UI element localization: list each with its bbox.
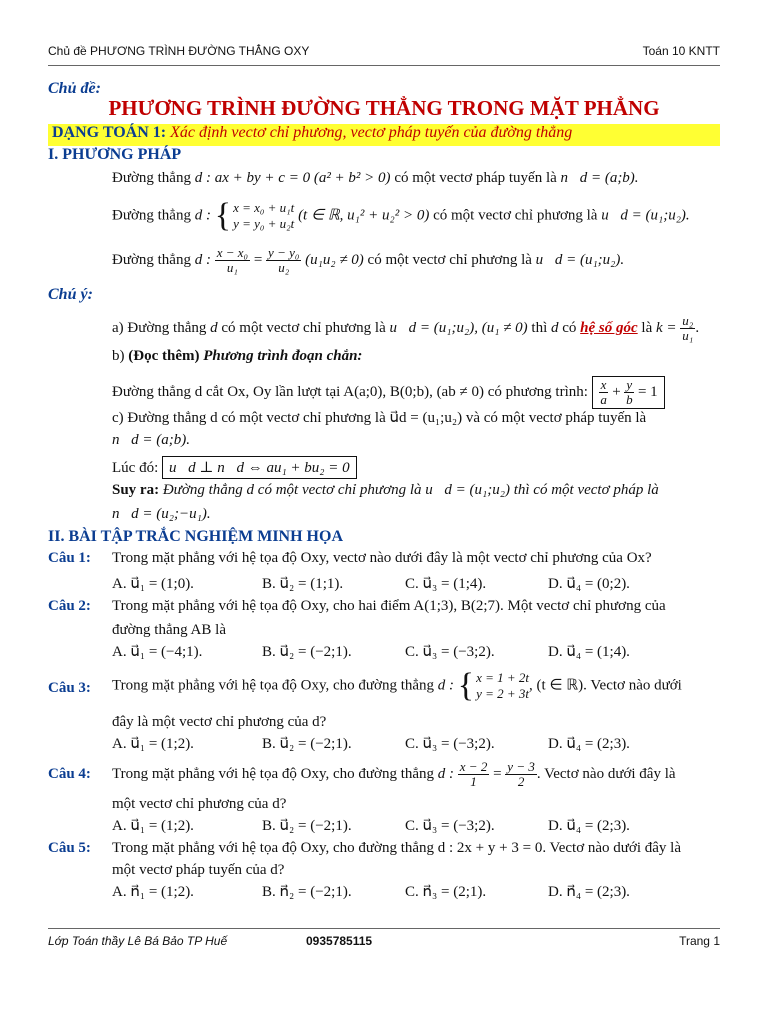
section-heading-exercises: II. BÀI TẬP TRẮC NGHIỆM MINH HỌA (48, 528, 343, 545)
note-text: Đường thẳng d cắt Ox, Oy lần lượt tại A(a;0), B(0;b), (ab ≠ 0) có phương trình: (112, 383, 588, 400)
note-italic: Phương trình đoạn chắn: (203, 348, 363, 364)
type-prefix: DẠNG TOÁN 1: (52, 124, 167, 141)
equation-rhs: = 1 (637, 383, 658, 400)
question-label: Câu 1: (48, 550, 91, 566)
option-c[interactable]: C. u⃗₃ = (−3;2). (405, 736, 495, 752)
frac-num: u₂ (682, 313, 694, 328)
note-text: a) Đường thẳng (112, 319, 207, 336)
option-b[interactable]: B. u⃗₂ = (−2;1). (262, 736, 352, 752)
method-line-3: Đường thẳng d : $\frac{\text{x − x₀}}{\text{u₁}}$ = $\frac{\text{y − y₀}}{\text{u₂}}$ (u₁u₂ ≠ 0) có một vectơ chỉ phương là u⃗d = (u₁;u₂). (112, 245, 625, 275)
frac-den: a (600, 392, 607, 407)
note-vector: u⃗d = (u₁;u₂), (u₁ ≠ 0) (389, 319, 528, 336)
method-condition: (u₁u₂ ≠ 0) (305, 251, 364, 268)
option-a[interactable]: A. u⃗₁ = (1;2). (112, 736, 194, 752)
question-text: Trong mặt phẳng với hệ tọa độ Oxy, cho đường thẳng d : $\frac{x - 2}{1}$ = $\frac{y - 3}{2}$ . Vectơ nào dưới đây là (112, 759, 676, 789)
line-d: d : (437, 765, 455, 782)
option-c[interactable]: C. n⃗₃ = (2;1). (405, 884, 487, 900)
method-line-2 (112, 197, 690, 234)
fraction (624, 378, 634, 407)
note-text: b) (112, 348, 125, 364)
fraction (505, 760, 537, 789)
question-text-2: đây là một vectơ chỉ phương của d? (112, 714, 327, 730)
note-d: d (210, 319, 218, 336)
type-text: Xác định vectơ chỉ phương, vectơ pháp tuyến của đường thẳng (170, 124, 573, 141)
option-a[interactable]: A. n⃗₁ = (1;2). (112, 884, 194, 900)
note-k: k = (656, 319, 677, 336)
param-system: { x = 1 + 2t y = 2 + 3t (457, 667, 530, 704)
page-title: PHƯƠNG TRÌNH ĐƯỜNG THẲNG TRONG MẶT PHẲNG (108, 96, 660, 120)
footer-left: Lớp Toán thầy Lê Bá Bảo TP Huế (48, 933, 228, 948)
section-heading-method: I. PHƯƠNG PHÁP (48, 146, 182, 163)
note-a: a) Đường thẳng d có một vectơ chỉ phương là u⃗d = (u₁;u₂), (u₁ ≠ 0) thì d có hệ số góc là k = $\frac{\text{u₂}}{\text{u₁}}$ . (112, 313, 700, 343)
frac-den: 1 (470, 774, 477, 789)
frac-den: u₁ (682, 328, 694, 343)
method-text: có một vectơ chỉ phương là (433, 207, 598, 224)
method-vector: u⃗d = (u₁;u₂). (535, 251, 625, 268)
question-text-2: một vectơ pháp tuyến của d? (112, 862, 285, 878)
option-c[interactable]: C. u⃗₃ = (−3;2). (405, 818, 495, 834)
note-b-line-2 (112, 376, 665, 409)
note-text: có (562, 319, 577, 336)
option-d[interactable]: D. u⃗₄ = (2;3). (548, 736, 630, 752)
slope-term: hệ số góc (580, 319, 638, 336)
system-row: y = y₀ + u₂t (233, 216, 295, 231)
method-text: có một vectơ chỉ phương là (367, 251, 532, 268)
question-text-part: Trong mặt phẳng với hệ tọa độ Oxy, cho đường thẳng (112, 677, 435, 694)
frac-den: u₁ (226, 260, 238, 275)
question-text-part: Trong mặt phẳng với hệ tọa độ Oxy, cho đường thẳng (112, 765, 435, 782)
frac-den: 2 (517, 774, 525, 789)
question-text-2: một vectơ chỉ phương của d? (112, 796, 287, 812)
question-text (112, 667, 682, 704)
option-b[interactable]: B. u⃗₂ = (−2;1). (262, 818, 352, 834)
fraction (266, 246, 301, 275)
note-b (112, 348, 362, 365)
header-right: Toán 10 KNTT (642, 44, 720, 58)
method-vector: n⃗d = (a;b). (560, 170, 639, 186)
note-d: d (551, 319, 559, 336)
option-a[interactable]: A. u⃗₁ = (1;0). (112, 576, 194, 592)
intercept-equation-box: $\frac{x}{a}$ + $\frac{y}{b}$ = 1 (592, 376, 665, 409)
option-d[interactable]: D. u⃗₄ = (0;2). (548, 576, 630, 592)
question-label: Câu 4: (48, 766, 91, 782)
conclusion-text: Đường thẳng d có một vectơ chỉ phương là u⃗d = (u₁;u₂) thì có một vectơ pháp là (162, 482, 659, 498)
question-label: Câu 2: (48, 598, 91, 614)
question-label: Câu 3: (48, 680, 91, 696)
header-left: Chủ đề PHƯƠNG TRÌNH ĐƯỜNG THẲNG OXY (48, 44, 310, 58)
option-b[interactable]: B. u⃗₂ = (1;1). (262, 576, 344, 592)
line-d: d : (437, 677, 455, 694)
type-heading (48, 124, 720, 146)
option-a[interactable]: A. u⃗₁ = (1;2). (112, 818, 194, 834)
fraction (215, 246, 250, 275)
topic-label: Chủ đề: (48, 80, 101, 97)
note-text: thì (531, 319, 548, 336)
question-label: Câu 5: (48, 840, 91, 856)
question-text: Trong mặt phẳng với hệ tọa độ Oxy, cho hai điểm A(1;3), B(2;7). Một vectơ chỉ phương của (112, 598, 666, 614)
fraction (458, 760, 490, 789)
method-condition: (t ∈ ℝ, u₁² + u₂² > 0) (298, 207, 430, 224)
system-row: x = x₀ + u₁t (233, 200, 295, 215)
fraction (680, 314, 695, 343)
note-c: c) Đường thẳng d có một vectơ chỉ phương là u⃗d = (u₁;u₂) và có một vectơ pháp tuyến là (112, 410, 647, 426)
frac-den: u₂ (278, 260, 290, 275)
method-text: Đường thẳng (112, 207, 191, 224)
method-vector: u⃗d = (u₁;u₂). (601, 207, 690, 224)
frac-num: y (626, 377, 633, 392)
option-d[interactable]: D. n⃗₄ = (2;3). (548, 884, 630, 900)
frac-num: x − 2 (459, 759, 488, 774)
frac-num: x − x₀ (216, 245, 249, 260)
question-text: Trong mặt phẳng với hệ tọa độ Oxy, cho đường thẳng d : 2x + y + 3 = 0. Vectơ nào dưới đây là (112, 840, 681, 856)
note-conclusion (112, 482, 659, 499)
frac-num: y − 3 (507, 759, 535, 774)
note-text: có một vectơ chỉ phương là (221, 319, 386, 336)
question-text-part: , (t ∈ ℝ). Vectơ nào dưới (529, 677, 682, 694)
method-text: có một vectơ pháp tuyến là (394, 170, 557, 186)
note-bold: (Đọc thêm) (128, 348, 200, 364)
option-c[interactable]: C. u⃗₃ = (1;4). (405, 576, 487, 592)
frac-num: x (600, 377, 607, 392)
option-c[interactable]: C. u⃗₃ = (−3;2). (405, 644, 495, 660)
page-header (48, 44, 720, 66)
footer-phone: 0935785115 (306, 933, 373, 948)
note-label: Chú ý: (48, 286, 93, 303)
option-a[interactable]: A. u⃗₁ = (−4;1). (112, 644, 203, 660)
option-b[interactable]: B. u⃗₂ = (−2;1). (262, 644, 352, 660)
method-equation: d : ax + by + c = 0 (a² + b² > 0) (194, 170, 391, 186)
method-line-1 (112, 170, 639, 187)
frac-num: y − y₀ (268, 245, 300, 260)
note-conclusion-line-2: n⃗d = (u₂;−u₁). (112, 506, 211, 522)
question-text: Trong mặt phẳng với hệ tọa độ Oxy, vectơ nào dưới đây là một vectơ chỉ phương của Ox? (112, 550, 652, 566)
param-system: { x = x₀ + u₁t y = y₀ + u₂t (214, 197, 295, 234)
perpendicular-condition-box: u⃗d ⊥ n⃗d ⇔ au₁ + bu₂ = 0 (162, 456, 357, 479)
option-d[interactable]: D. u⃗₄ = (2;3). (548, 818, 630, 834)
conclusion-label: Suy ra: (112, 482, 160, 498)
method-text: Đường thẳng (112, 251, 191, 268)
footer-page-number: Trang 1 (679, 933, 720, 948)
note-text: là (641, 319, 653, 336)
note-c-line-3 (112, 456, 357, 479)
question-text-part: . Vectơ nào dưới đây là (536, 765, 676, 782)
system-row: y = 2 + 3t (476, 686, 530, 701)
option-d[interactable]: D. u⃗₄ = (1;4). (548, 644, 630, 660)
frac-den: b (626, 392, 633, 407)
note-text: Lúc đó: (112, 460, 159, 476)
fraction (599, 378, 609, 407)
method-d: d : (194, 251, 211, 268)
page-footer (48, 928, 720, 952)
method-d: d : (194, 207, 211, 224)
note-c-line-2: n⃗d = (a;b). (112, 432, 191, 448)
method-text: Đường thẳng (112, 170, 191, 186)
question-text-2: đường thẳng AB là (112, 622, 226, 638)
system-row: x = 1 + 2t (476, 670, 530, 685)
option-b[interactable]: B. n⃗₂ = (−2;1). (262, 884, 352, 900)
